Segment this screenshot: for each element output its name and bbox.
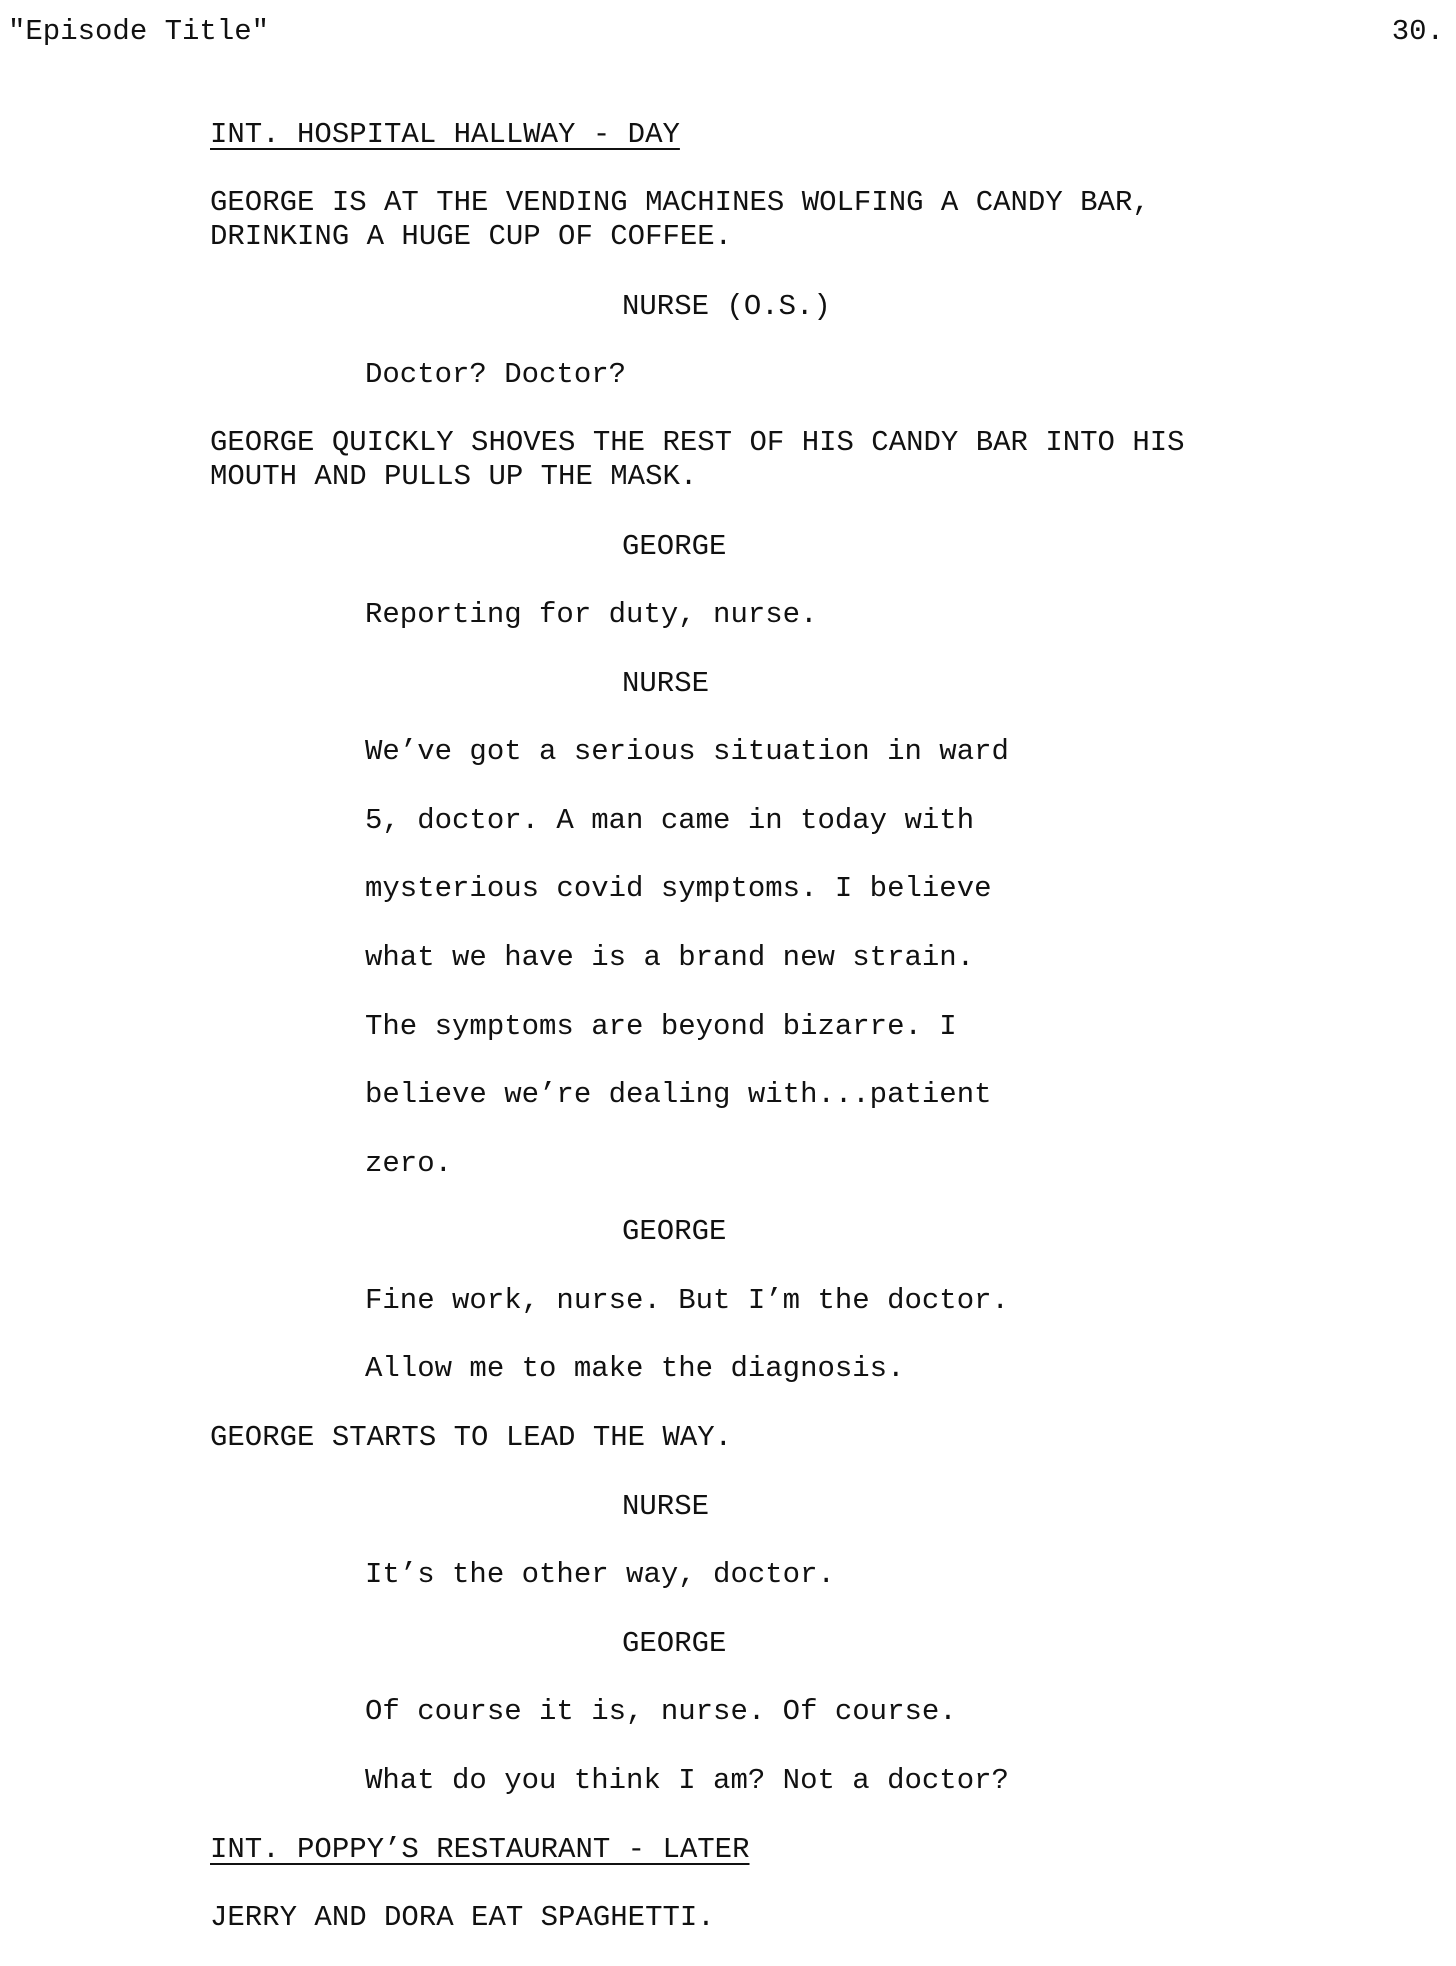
action-line: DRINKING A HUGE CUP OF COFFEE. bbox=[210, 220, 733, 253]
scene-heading: INT. HOSPITAL HALLWAY - DAY bbox=[210, 118, 680, 151]
dialogue-line: 5, doctor. A man came in today with bbox=[365, 804, 975, 837]
character-name: NURSE (O.S.) bbox=[622, 290, 831, 323]
action-line: MOUTH AND PULLS UP THE MASK. bbox=[210, 460, 698, 493]
dialogue-line: Fine work, nurse. But I’m the doctor. bbox=[365, 1284, 1009, 1317]
dialogue-line: The symptoms are beyond bizarre. I bbox=[365, 1010, 957, 1043]
dialogue-line: believe we’re dealing with...patient bbox=[365, 1078, 992, 1111]
action-line: GEORGE STARTS TO LEAD THE WAY. bbox=[210, 1421, 733, 1454]
dialogue-line: Allow me to make the diagnosis. bbox=[365, 1352, 905, 1385]
character-name: GEORGE bbox=[622, 530, 727, 563]
dialogue-line: Of course it is, nurse. Of course. bbox=[365, 1695, 957, 1728]
character-name: GEORGE bbox=[622, 1627, 727, 1660]
episode-title-header: "Episode Title" bbox=[8, 15, 270, 48]
dialogue-line: what we have is a brand new strain. bbox=[365, 941, 975, 974]
character-name: NURSE bbox=[622, 1490, 710, 1523]
action-line: JERRY AND DORA EAT SPAGHETTI. bbox=[210, 1901, 715, 1934]
page-number: 30. bbox=[1391, 15, 1444, 48]
action-line: GEORGE QUICKLY SHOVES THE REST OF HIS CANDY BAR INTO HIS bbox=[210, 426, 1185, 459]
dialogue-line: Reporting for duty, nurse. bbox=[365, 598, 818, 631]
dialogue-line: zero. bbox=[365, 1147, 453, 1180]
character-name: NURSE bbox=[622, 667, 710, 700]
dialogue-line: What do you think I am? Not a doctor? bbox=[365, 1764, 1009, 1797]
dialogue-line: It’s the other way, doctor. bbox=[365, 1558, 835, 1591]
scene-heading: INT. POPPY’S RESTAURANT - LATER bbox=[210, 1833, 750, 1866]
action-line: GEORGE IS AT THE VENDING MACHINES WOLFING A CANDY BAR, bbox=[210, 186, 1150, 219]
character-name: GEORGE bbox=[622, 1215, 727, 1248]
dialogue-line: mysterious covid symptoms. I believe bbox=[365, 872, 992, 905]
dialogue-line: We’ve got a serious situation in ward bbox=[365, 735, 1009, 768]
dialogue-line: Doctor? Doctor? bbox=[365, 358, 627, 391]
